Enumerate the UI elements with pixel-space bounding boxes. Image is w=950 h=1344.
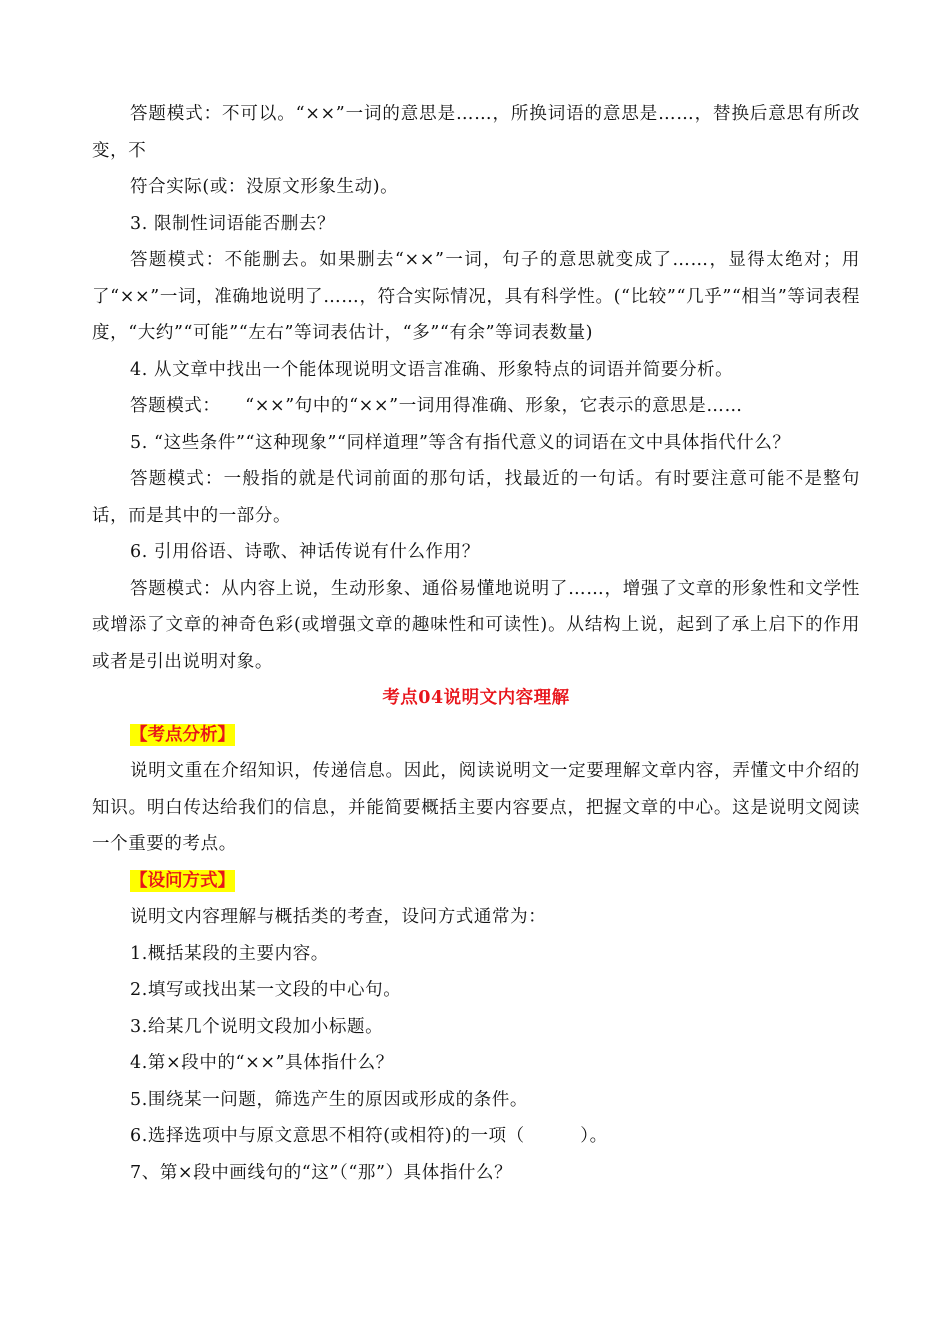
list-item: 5.围绕某一问题，筛选产生的原因或形成的条件。 (130, 1089, 528, 1110)
analysis-tag-line (92, 717, 860, 754)
question-intro: 说明文内容理解与概括类的考查，设问方式通常为： (130, 907, 547, 927)
question-4: 4. 从文章中找出一个能体现说明文语言准确、形象特点的词语并简要分析。 (130, 359, 734, 380)
document-page (92, 96, 860, 1191)
answer-pattern-3: 答题模式：不能删去。如果删去“××”一词，句子的意思就变成了……，显得太绝对；用了“××”一词，准确地说明了……，符合实际情况，具有科学性。(“比较”“几乎”“相当”等词表程度，“大约”“可能”“左右”等词表估计，“多”“有余”等词表数量) (92, 250, 860, 343)
question-tag: 【设问方式】 (130, 870, 235, 891)
list-item: 3.给某几个说明文段加小标题。 (130, 1016, 384, 1037)
answer-pattern-replace-tail: 符合实际(或：没原文形象生动)。 (130, 177, 399, 197)
list-item: 7、第×段中画线句的“这”（“那”）具体指什么？ (130, 1162, 513, 1183)
question-3: 3. 限制性词语能否删去？ (130, 213, 336, 234)
answer-pattern-5: 答题模式：一般指的就是代词前面的那句话，找最近的一句话。有时要注意可能不是整句话，而是其中的一部分。 (92, 469, 860, 526)
question-6: 6. 引用俗语、诗歌、神话传说有什么作用？ (130, 542, 480, 562)
section-title: 考点04说明文内容理解 (382, 688, 570, 708)
list-item: 6.选择选项中与原文意思不相符(或相符)的一项（ ）。 (130, 1126, 608, 1146)
answer-pattern-4: 答题模式： “××”句中的“××”一词用得准确、形象，它表示的意思是…… (130, 396, 743, 416)
answer-pattern-6: 答题模式：从内容上说，生动形象、通俗易懂地说明了……，增强了文章的形象性和文学性或增添了文章的神奇色彩(或增强文章的趣味性和可读性)。从结构上说，起到了承上启下的作用或者是引出说明对象。 (92, 578, 860, 672)
question-tag-line (92, 863, 860, 900)
analysis-tag: 【考点分析】 (130, 724, 235, 745)
answer-pattern-replace-end: 答题模式：不可以。“××”一词的意思是……，所换词语的意思是……，替换后意思有所改变，不 (92, 104, 860, 161)
list-item: 1.概括某段的主要内容。 (130, 943, 329, 964)
list-item: 4.第×段中的“××”具体指什么？ (130, 1053, 394, 1073)
question-5: 5. “这些条件”“这种现象”“同样道理”等含有指代意义的词语在文中具体指代什么？ (130, 432, 791, 453)
list-item: 2.填写或找出某一文段的中心句。 (130, 980, 402, 1000)
analysis-text: 说明文重在介绍知识，传递信息。因此，阅读说明文一定要理解文章内容，弄懂文中介绍的知识。明白传达给我们的信息，并能简要概括主要内容要点，把握文章的中心。这是说明文阅读一个重要的考点。 (92, 761, 860, 854)
